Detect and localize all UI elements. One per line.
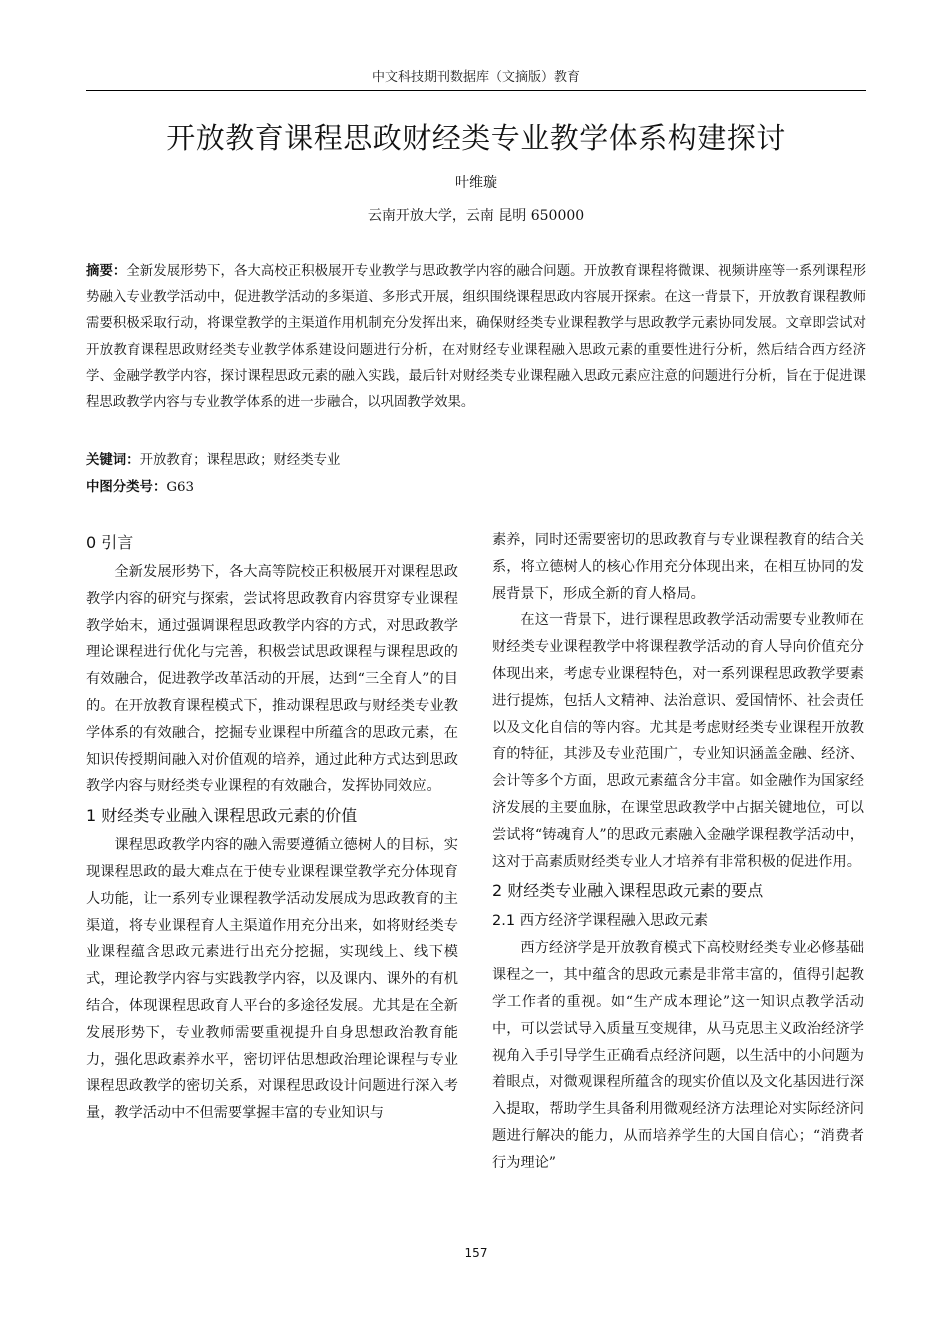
section-2-heading: 2 财经类专业融入课程思政元素的要点 — [492, 881, 764, 901]
abstract — [86, 259, 866, 416]
section-0-paragraph: 全新发展形势下，各大高等院校正积极展开对课程思政教学内容的研究与探索，尝试将思政教育内容贯穿专业课程教学始末，通过强调课程思政教学内容的方式，对思政教学理论课程进行优化与完善，积极尝试思政课程与课程思政的有效融合，促进教学改革活动的开展，达到“三全育人”的目的。在开放教育课程模式下，推动课程思政与财经类专业教学体系的有效融合，挖掘专业课程中所蕴含的思政元素，在知识传授期间融入对价值观的培养，通过此种方式达到思政教学内容与财经类专业课程的有效融合，发挥协同效应。 — [86, 564, 458, 795]
section-1-paragraph-1-continued: 素养，同时还需要密切的思政教育与专业课程教育的结合关系，将立德树人的核心作用充分体现出来，在相互协同的发展背景下，形成全新的育人格局。 — [492, 532, 864, 602]
section-1-paragraph-2: 在这一背景下，进行课程思政教学活动需要专业教师在财经类专业课程教学中将课程教学活动的育人导向价值充分体现出来，考虑专业课程特色，对一系列课程思政教学要素进行提炼，包括人文精神、法治意识、爱国情怀、社会责任以及文化自信的等内容。尤其是考虑财经类专业课程开放教育的特征，其涉及专业范围广，专业知识涵盖金融、经济、会计等多个方面，思政元素蕴含分丰富。如金融作为国家经济发展的主要血脉，在课堂思政教学中占据关键地位，可以尝试将“铸魂育人”的思政元素融入金融学课程教学活动中，这对于高素质财经类专业人才培养有非常积极的促进作用。 — [492, 612, 864, 870]
article-title: 开放教育课程思政财经类专业教学体系构建探讨 — [166, 121, 786, 155]
section-0-heading: 0 引言 — [86, 533, 134, 552]
journal-header: 中文科技期刊数据库（文摘版）教育 — [86, 66, 866, 91]
keywords-text: 开放教育；课程思政；财经类专业 — [139, 453, 341, 468]
abstract-label: 摘要： — [86, 264, 127, 279]
author-name: 叶维璇 — [455, 175, 497, 191]
classification-label: 中图分类号： — [86, 480, 167, 495]
left-column — [86, 527, 458, 1127]
classification-text: G63 — [166, 480, 195, 495]
classification-number — [86, 475, 866, 501]
section-1-paragraph-1: 课程思政教学内容的融入需要遵循立德树人的目标，实现课程思政的最大难点在于使专业课程课堂教学充分体现育人功能，让一系列专业课程教学活动发展成为思政教育的主渠道，将专业课程育人主渠道作用充分出来，如将财经类专业课程蕴含思政元素进行出充分挖掘，实现线上、线下模式，理论教学内容与实践教学内容，以及课内、课外的有机结合，体现课程思政育人平台的多途径发展。尤其是在全新发展形势下，专业教师需要重视提升自身思想政治教育能力，强化思政素养水平，密切评估思想政治理论课程与专业课程思政教学的密切关系，对课程思政设计问题进行深入考量，教学活动中不但需要掌握丰富的专业知识与 — [86, 837, 458, 1122]
page-number: 157 — [464, 1246, 488, 1260]
keywords — [86, 448, 866, 474]
abstract-text: 全新发展形势下，各大高校正积极展开专业教学与思政教学内容的融合问题。开放教育课程将微课、视频讲座等一系列课程形势融入专业教学活动中，促进教学活动的多渠道、多形式开展，组织围绕课程思政内容展开探索。在这一背景下，开放教育课程教师需要积极采取行动，将课堂教学的主渠道作用机制充分发挥出来，确保财经类专业课程教学与思政教学元素协同发展。文章即尝试对开放教育课程思政财经类专业教学体系建设问题进行分析，在对财经专业课程融入思政元素的重要性进行分析，然后结合西方经济学、金融学教学内容，探讨课程思政元素的融入实践，最后针对财经类专业课程融入思政元素应注意的问题进行分析，旨在于促进课程思政教学内容与专业教学体系的进一步融合，以巩固教学效果。 — [86, 264, 867, 411]
keywords-label: 关键词： — [86, 453, 140, 468]
section-2-1-heading: 2.1 西方经济学课程融入思政元素 — [492, 913, 709, 930]
section-1-heading: 1 财经类专业融入课程思政元素的价值 — [86, 806, 358, 826]
section-2-1-paragraph: 西方经济学是开放教育模式下高校财经类专业必修基础课程之一，其中蕴含的思政元素是非常丰富的，值得引起教学工作者的重视。如“生产成本理论”这一知识点教学活动中，可以尝试导入质量互变规律，从马克思主义政治经济学视角入手引导学生正确看点经济问题，以生活中的小问题为着眼点，对微观课程所蕴含的现实价值以及文化基因进行深入提取，帮助学生具备利用微观经济方法理论对实际经济问题进行解决的能力，从而培养学生的大国自信心；“消费者行为理论” — [492, 940, 864, 1171]
right-column — [492, 527, 864, 1177]
author-affiliation: 云南开放大学，云南 昆明 650000 — [367, 208, 585, 224]
